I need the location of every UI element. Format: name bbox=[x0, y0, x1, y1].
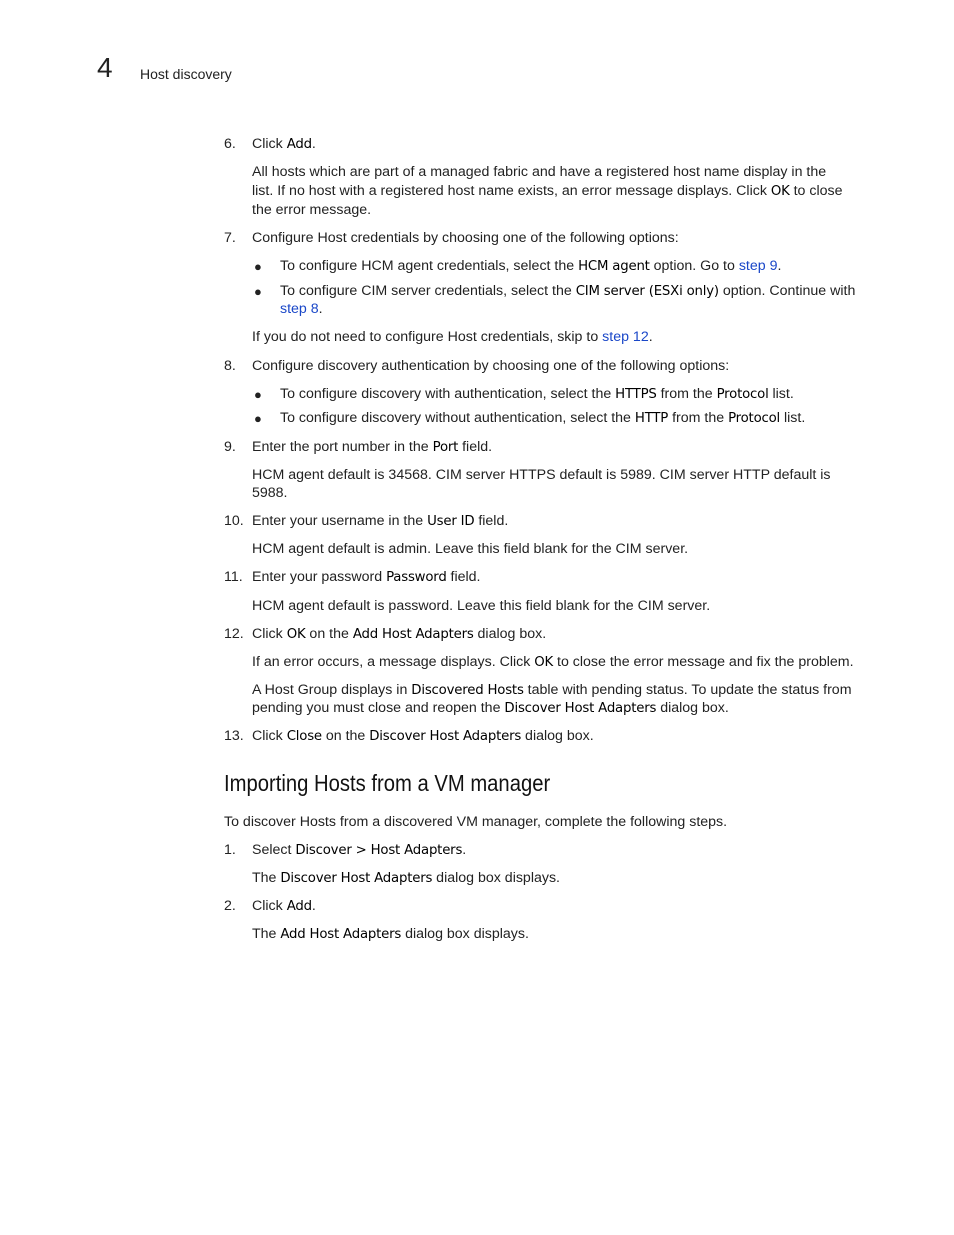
bullet-item bbox=[280, 282, 855, 301]
bullet-text: To configure discovery without authentication, select the bbox=[280, 410, 635, 426]
bullet-text: To configure HCM agent credentials, select the bbox=[280, 258, 579, 274]
step-number: 11. bbox=[224, 569, 243, 585]
step-12 bbox=[252, 625, 546, 644]
bullet-text: option. Continue with bbox=[718, 283, 856, 299]
step-text: dialog box. bbox=[473, 626, 547, 642]
ui-term: Add Host Adapters bbox=[280, 927, 402, 942]
step-6 bbox=[252, 135, 316, 154]
ui-term: OK bbox=[534, 655, 554, 670]
bullet-item-continued bbox=[280, 300, 323, 319]
ui-term: HTTPS bbox=[615, 387, 657, 402]
step-text: field. bbox=[446, 569, 481, 585]
step-text: Enter your username in the bbox=[252, 513, 428, 529]
step-text: on the bbox=[305, 626, 353, 642]
section-step-2 bbox=[252, 897, 316, 916]
step-number: 9. bbox=[224, 439, 236, 455]
step-number: 8. bbox=[224, 358, 236, 374]
bullet-text: from the bbox=[656, 386, 717, 402]
bullet-text: To configure CIM server credentials, select the bbox=[280, 283, 576, 299]
step-number: 10. bbox=[224, 513, 244, 529]
bullet-text: option. Go to bbox=[649, 258, 739, 274]
note-text: pending you must close and reopen the bbox=[252, 700, 505, 716]
bullet-text: . bbox=[318, 301, 323, 317]
ui-term: OK bbox=[770, 184, 790, 199]
ui-term: Discover Host Adapters bbox=[369, 729, 522, 744]
step-link[interactable]: step 12 bbox=[602, 329, 649, 345]
note-text: dialog box displays. bbox=[401, 926, 529, 942]
note-text: If an error occurs, a message displays. Click bbox=[252, 654, 535, 670]
section-step-1-note bbox=[252, 869, 560, 888]
step-11-note: HCM agent default is password. Leave this field blank for the CIM server. bbox=[252, 598, 711, 614]
ui-term: Discover Host Adapters bbox=[504, 701, 657, 716]
section-step-2-note bbox=[252, 925, 529, 944]
ui-term: HCM agent bbox=[578, 259, 650, 274]
bullet-item bbox=[280, 385, 794, 404]
step-9-note-line: 5988. bbox=[252, 485, 288, 501]
ui-term: HTTP bbox=[634, 411, 669, 426]
bullet-text: . bbox=[777, 258, 782, 274]
bullet-text: from the bbox=[668, 410, 729, 426]
ui-term: User ID bbox=[427, 514, 475, 529]
step-link[interactable]: step 8 bbox=[280, 301, 319, 317]
ui-term: Protocol bbox=[728, 411, 781, 426]
step-6-note-line: All hosts which are part of a managed fabric and have a registered host name display in the bbox=[252, 164, 827, 180]
note-text: to close bbox=[789, 183, 843, 199]
step-text: Enter your password bbox=[252, 569, 387, 585]
step-number: 7. bbox=[224, 230, 236, 246]
note-text: If you do not need to configure Host credentials, skip to bbox=[252, 329, 603, 345]
ui-term: CIM server (ESXi only) bbox=[575, 284, 719, 299]
step-6-note-line: the error message. bbox=[252, 202, 372, 218]
step-text: field. bbox=[474, 513, 509, 529]
step-number: 12. bbox=[224, 626, 244, 642]
step-9 bbox=[252, 438, 492, 457]
step-text: on the bbox=[321, 728, 370, 744]
ui-term: Password bbox=[386, 570, 447, 585]
step-text: . bbox=[311, 136, 316, 152]
ui-term: Add bbox=[286, 899, 312, 914]
step-11 bbox=[252, 568, 481, 587]
note-text: . bbox=[648, 329, 653, 345]
note-text: to close the error message and fix the problem. bbox=[553, 654, 854, 670]
step-12-note bbox=[252, 681, 852, 700]
ui-term: Discover Host Adapters bbox=[280, 871, 433, 886]
ui-term: Discover > Host Adapters bbox=[295, 843, 463, 858]
bullet-text: To configure discovery with authentication, select the bbox=[280, 386, 616, 402]
step-text: Select bbox=[252, 842, 296, 858]
section-step-1 bbox=[252, 841, 466, 860]
bullet-icon: ● bbox=[254, 284, 262, 299]
bullet-text: list. bbox=[780, 410, 806, 426]
chapter-title: Host discovery bbox=[140, 66, 232, 82]
bullet-text: list. bbox=[768, 386, 794, 402]
step-text: Click bbox=[252, 136, 287, 152]
step-text: Click bbox=[252, 728, 287, 744]
note-text: The bbox=[252, 926, 281, 942]
step-10 bbox=[252, 512, 508, 531]
step-number: 6. bbox=[224, 136, 236, 152]
step-link[interactable]: step 9 bbox=[738, 258, 778, 274]
bullet-item bbox=[280, 409, 805, 428]
note-text: A Host Group displays in bbox=[252, 682, 412, 698]
bullet-icon: ● bbox=[254, 259, 262, 274]
ui-term: Add Host Adapters bbox=[352, 627, 474, 642]
step-10-note: HCM agent default is admin. Leave this field blank for the CIM server. bbox=[252, 541, 689, 557]
bullet-item bbox=[280, 257, 781, 276]
step-6-note-line bbox=[252, 182, 843, 201]
step-text: Enter the port number in the bbox=[252, 439, 433, 455]
step-number: 2. bbox=[224, 898, 236, 914]
step-text: Click bbox=[252, 898, 287, 914]
note-text: dialog box displays. bbox=[432, 870, 560, 886]
note-text: list. If no host with a registered host name exists, an error message displays. Click bbox=[252, 183, 771, 199]
step-7: Configure Host credentials by choosing one of the following options: bbox=[252, 230, 679, 246]
step-8: Configure discovery authentication by choosing one of the following options: bbox=[252, 358, 730, 374]
step-text: . bbox=[311, 898, 316, 914]
section-heading: Importing Hosts from a VM manager bbox=[224, 770, 551, 796]
ui-term: Protocol bbox=[716, 387, 769, 402]
step-9-note-line: HCM agent default is 34568. CIM server HTTPS default is 5989. CIM server HTTP default is bbox=[252, 467, 831, 483]
bullet-icon: ● bbox=[254, 387, 262, 402]
ui-term: OK bbox=[286, 627, 306, 642]
note-text: The bbox=[252, 870, 281, 886]
step-text: Click bbox=[252, 626, 287, 642]
note-text: dialog box. bbox=[656, 700, 729, 716]
ui-term: Close bbox=[286, 729, 322, 744]
chapter-number: 4 bbox=[97, 52, 113, 83]
step-text: field. bbox=[458, 439, 493, 455]
step-number: 1. bbox=[224, 842, 236, 858]
ui-term: Add bbox=[286, 137, 312, 152]
section-intro: To discover Hosts from a discovered VM manager, complete the following steps. bbox=[224, 814, 728, 830]
note-text: table with pending status. To update the status from bbox=[523, 682, 852, 698]
bullet-icon: ● bbox=[254, 411, 262, 426]
ui-term: Port bbox=[432, 440, 459, 455]
step-text: . bbox=[462, 842, 467, 858]
step-7-note bbox=[252, 328, 653, 347]
step-12-note bbox=[252, 699, 729, 718]
step-text: dialog box. bbox=[521, 728, 594, 744]
step-13 bbox=[252, 727, 594, 746]
ui-term: Discovered Hosts bbox=[411, 683, 524, 698]
step-12-note bbox=[252, 653, 854, 672]
step-number: 13. bbox=[224, 728, 244, 744]
